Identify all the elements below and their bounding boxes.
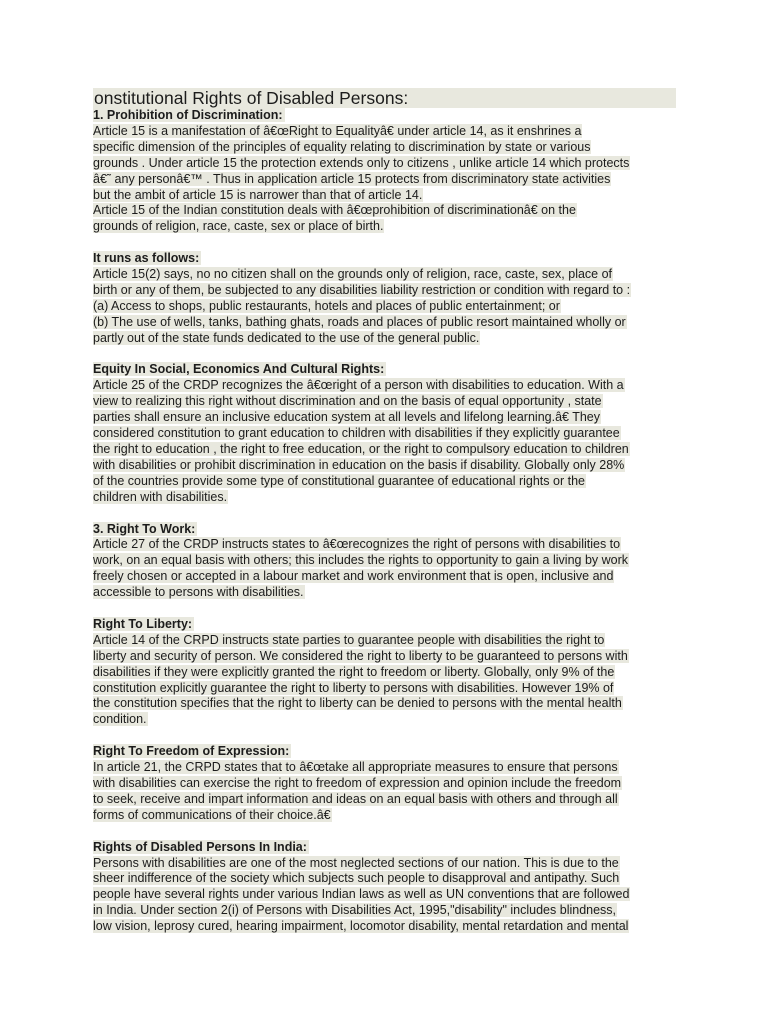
text-line bbox=[93, 649, 676, 665]
section bbox=[93, 744, 676, 824]
section-heading-text: Right To Liberty: bbox=[93, 616, 193, 631]
text-line bbox=[93, 299, 676, 315]
section-heading bbox=[93, 840, 676, 856]
text-line bbox=[93, 887, 676, 903]
text-line-content: to seek, receive and impart information and ideas on an equal basis with others and through all bbox=[93, 791, 618, 806]
document-title: onstitutional Rights of Disabled Persons: bbox=[93, 88, 676, 108]
section-heading-text: Right To Freedom of Expression: bbox=[93, 744, 290, 759]
text-line-content: Article 15 of the Indian constitution deals with â€œprohibition of discriminationâ€ on the bbox=[93, 203, 576, 218]
text-line-content: condition. bbox=[93, 712, 147, 727]
text-line-content: constitution explicitly guarantee the right to liberty to persons with disabilities. However 19% of bbox=[93, 680, 614, 695]
text-line-content: (b) The use of wells, tanks, bathing ghats, roads and places of public resort maintained wholly or bbox=[93, 314, 626, 329]
text-line bbox=[93, 331, 676, 347]
text-line-content: grounds of religion, race, caste, sex or place of birth. bbox=[93, 219, 384, 234]
section-heading bbox=[93, 108, 676, 124]
text-line-content: Article 27 of the CRDP instructs states to â€œrecognizes the right of persons with disabilities to bbox=[93, 537, 621, 552]
section-spacer bbox=[93, 235, 676, 251]
section-heading-text: 3. Right To Work: bbox=[93, 521, 196, 536]
text-line bbox=[93, 203, 676, 219]
text-line-content: people have several rights under various Indian laws as well as UN conventions that are followed bbox=[93, 887, 630, 902]
text-line bbox=[93, 633, 676, 649]
text-line-content: liberty and security of person. We considered the right to liberty to be guaranteed to persons with bbox=[93, 648, 628, 663]
text-line-content: Article 15(2) says, no no citizen shall on the grounds only of religion, race, caste, sex, place of bbox=[93, 267, 613, 282]
text-line-content: with disabilities can exercise the right to freedom of expression and opinion include the freedom bbox=[93, 775, 622, 790]
text-line bbox=[93, 490, 676, 506]
section-paragraph bbox=[93, 267, 676, 347]
text-line bbox=[93, 760, 676, 776]
text-line-content: birth or any of them, be subjected to any disabilities liability restriction or condition with regard to : bbox=[93, 282, 631, 297]
section-paragraph bbox=[93, 856, 676, 936]
text-line-content: sheer indifference of the society which subjects such people to disapproval and antipathy. Such bbox=[93, 871, 620, 886]
text-line bbox=[93, 665, 676, 681]
text-line bbox=[93, 553, 676, 569]
section-heading-text: Equity In Social, Economics And Cultural Rights: bbox=[93, 362, 385, 377]
text-line-content: children with disabilities. bbox=[93, 489, 228, 504]
section bbox=[93, 362, 676, 505]
text-line bbox=[93, 442, 676, 458]
text-line bbox=[93, 856, 676, 872]
text-line-content: considered constitution to grant education to children with disabilities if they explicitly guarantee bbox=[93, 426, 620, 441]
text-line bbox=[93, 140, 676, 156]
text-line bbox=[93, 585, 676, 601]
text-line-content: In article 21, the CRPD states that to â€œtake all appropriate measures to ensure that persons bbox=[93, 760, 618, 775]
text-line bbox=[93, 172, 676, 188]
text-line-content: of the countries provide some type of constitutional guarantee of educational rights or the bbox=[93, 473, 585, 488]
section-heading bbox=[93, 522, 676, 538]
section-heading bbox=[93, 251, 676, 267]
text-line bbox=[93, 474, 676, 490]
section-heading-text: 1. Prohibition of Discrimination: bbox=[93, 108, 283, 122]
text-line-content: the right to education , the right to free education, or the right to compulsory education to children bbox=[93, 442, 629, 456]
section-paragraph bbox=[93, 633, 676, 728]
text-line-content: work, on an equal basis with others; this includes the rights to opportunity to gain a living by work bbox=[93, 553, 629, 568]
text-line bbox=[93, 283, 676, 299]
text-line-content: low vision, leprosy cured, hearing impairment, locomotor disability, mental retardation and mental bbox=[93, 919, 629, 934]
section-paragraph bbox=[93, 378, 676, 505]
text-line-content: â€˜ any personâ€™ . Thus in application article 15 protects from discriminatory state activities bbox=[93, 171, 611, 186]
text-line-content: but the ambit of article 15 is narrower than that of article 14. bbox=[93, 187, 423, 202]
text-line-content: parties shall ensure an inclusive education system at all levels and lifelong learning.â€ They bbox=[93, 410, 601, 425]
text-line-content: with disabilities or prohibit discrimination in education on the basis if disability. Globally only 28% bbox=[93, 457, 625, 472]
text-line-content: in India. Under section 2(i) of Persons with Disabilities Act, 1995,"disability" includes blindness, bbox=[93, 903, 617, 918]
text-line bbox=[93, 569, 676, 585]
text-line bbox=[93, 458, 676, 474]
section-spacer bbox=[93, 347, 676, 363]
section-heading-text: Rights of Disabled Persons In India: bbox=[93, 839, 307, 854]
text-line-content: partly out of the state funds dedicated to the use of the general public. bbox=[93, 330, 480, 345]
section bbox=[93, 617, 676, 728]
section bbox=[93, 108, 676, 235]
text-line bbox=[93, 410, 676, 426]
text-line bbox=[93, 871, 676, 887]
section-paragraph bbox=[93, 537, 676, 601]
text-line bbox=[93, 808, 676, 824]
text-line bbox=[93, 903, 676, 919]
text-line bbox=[93, 537, 676, 553]
text-line bbox=[93, 315, 676, 331]
text-line bbox=[93, 267, 676, 283]
text-line-content: grounds . Under article 15 the protection extends only to citizens , unlike article 14 which protects bbox=[93, 155, 630, 170]
section-heading-text: It runs as follows: bbox=[93, 251, 200, 266]
text-line bbox=[93, 712, 676, 728]
section-spacer bbox=[93, 728, 676, 744]
section-spacer bbox=[93, 601, 676, 617]
text-line-content: (a) Access to shops, public restaurants, hotels and places of public entertainment; or bbox=[93, 298, 560, 313]
text-line bbox=[93, 792, 676, 808]
text-line-content: disabilities if they were explicitly granted the right to freedom or liberty. Globally, only 9% of the bbox=[93, 664, 615, 679]
document-page bbox=[93, 88, 676, 935]
text-line-content: Article 25 of the CRDP recognizes the â€œright of a person with disabilities to education. With a bbox=[93, 378, 624, 393]
text-line-content: view to realizing this right without discrimination and on the basis of equal opportunity , state bbox=[93, 394, 602, 409]
section-heading bbox=[93, 362, 676, 378]
text-line bbox=[93, 696, 676, 712]
text-line-content: Article 14 of the CRPD instructs state parties to guarantee people with disabilities the right to bbox=[93, 632, 605, 647]
section bbox=[93, 840, 676, 935]
section-paragraph bbox=[93, 124, 676, 235]
document-body bbox=[93, 108, 676, 935]
text-line bbox=[93, 681, 676, 697]
text-line-content: Persons with disabilities are one of the most neglected sections of our nation. This is due to the bbox=[93, 855, 619, 870]
section-spacer bbox=[93, 506, 676, 522]
section bbox=[93, 251, 676, 346]
text-line bbox=[93, 919, 676, 935]
section-heading bbox=[93, 617, 676, 633]
text-line bbox=[93, 776, 676, 792]
text-line bbox=[93, 394, 676, 410]
text-line bbox=[93, 219, 676, 235]
text-line bbox=[93, 124, 676, 140]
section-spacer bbox=[93, 824, 676, 840]
text-line-content: forms of communications of their choice.â€ bbox=[93, 807, 331, 822]
text-line-content: specific dimension of the principles of equality relating to discrimination by state or various bbox=[93, 139, 591, 154]
text-line bbox=[93, 156, 676, 172]
text-line-content: the constitution specifies that the right to liberty can be denied to persons with the mental health bbox=[93, 696, 622, 711]
text-line bbox=[93, 188, 676, 204]
text-line-content: freely chosen or accepted in a labour market and work environment that is open, inclusive and bbox=[93, 569, 614, 584]
section bbox=[93, 522, 676, 602]
section-paragraph bbox=[93, 760, 676, 824]
text-line-content: accessible to persons with disabilities. bbox=[93, 585, 304, 600]
text-line bbox=[93, 378, 676, 394]
text-line-content: Article 15 is a manifestation of â€œRight to Equalityâ€ under article 14, as it enshrines a bbox=[93, 123, 582, 138]
text-line bbox=[93, 426, 676, 442]
section-heading bbox=[93, 744, 676, 760]
